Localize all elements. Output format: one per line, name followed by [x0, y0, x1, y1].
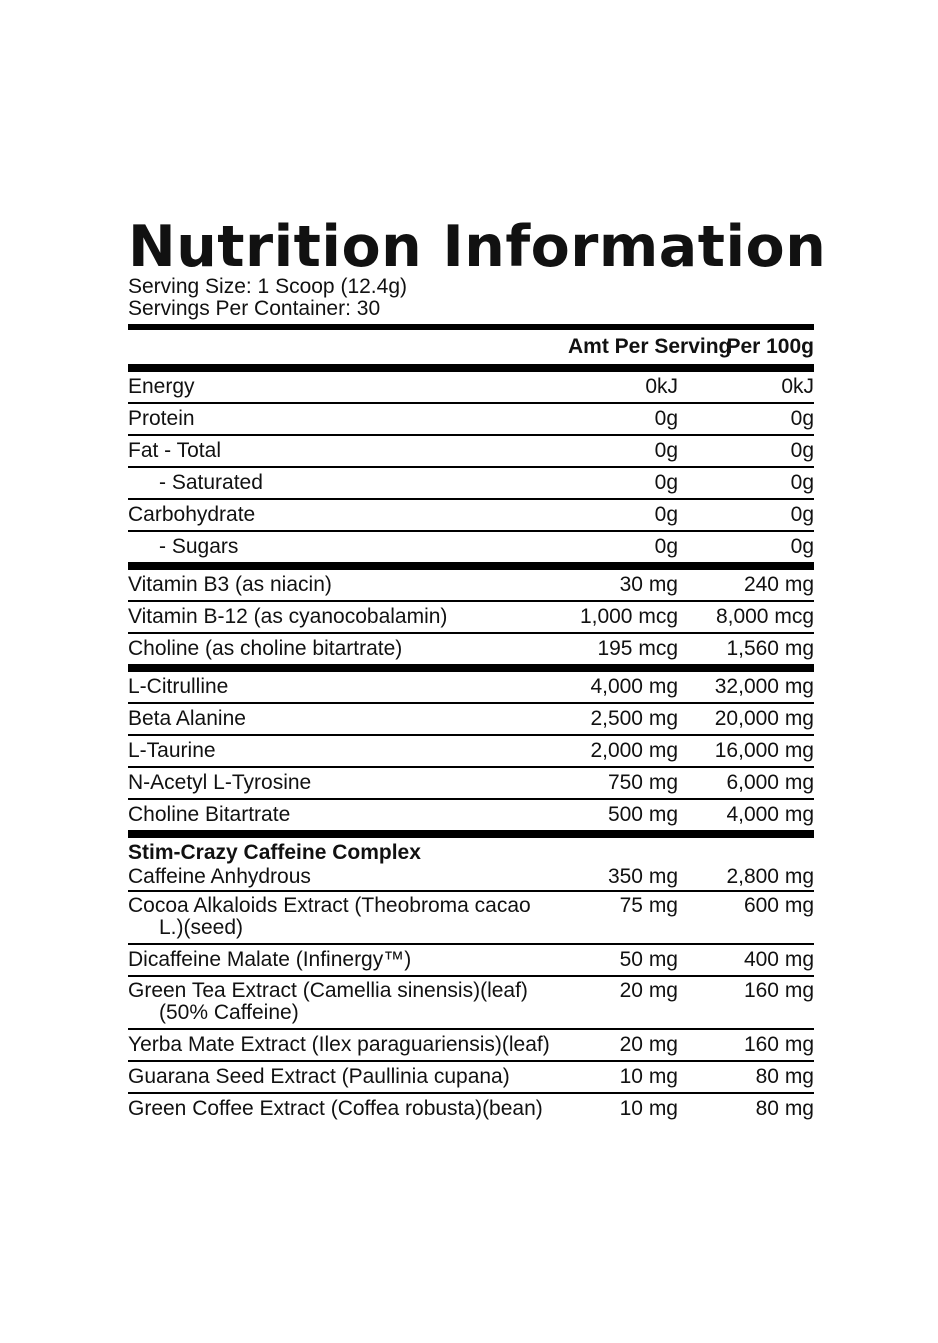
serving-size: Serving Size: 1 Scoop (12.4g) — [128, 275, 407, 298]
row-per-serving: 2,000 mg — [590, 739, 678, 762]
page-title: Nutrition Information — [128, 214, 827, 280]
row-per-serving: 0g — [654, 471, 678, 494]
row-per-100g: 160 mg — [743, 979, 814, 1002]
row-name: Dicaffeine Malate (Infinergy™) — [128, 948, 412, 971]
row-per-serving: 0kJ — [645, 375, 678, 398]
row-per-100g: 0kJ — [781, 375, 814, 398]
row-name: Vitamin B-12 (as cyanocobalamin) — [128, 605, 448, 628]
row-per-serving: 750 mg — [607, 771, 678, 794]
row-name: Energy — [128, 375, 195, 398]
row-per-serving: 20 mg — [619, 979, 678, 1002]
table-row — [128, 570, 814, 602]
row-per-serving: 2,500 mg — [590, 707, 678, 730]
row-per-100g: 16,000 mg — [714, 739, 814, 762]
row-name: Fat - Total — [128, 439, 221, 462]
row-per-100g: 2,800 mg — [726, 865, 814, 888]
row-per-serving: 10 mg — [619, 1065, 678, 1088]
row-per-100g: 0g — [790, 471, 814, 494]
servings-per-container: Servings Per Container: 30 — [128, 297, 381, 320]
row-name: N-Acetyl L-Tyrosine — [128, 771, 312, 794]
table-header — [128, 330, 814, 372]
row-name-multiline — [128, 895, 568, 939]
row-name-continued: (50% Caffeine) — [159, 1001, 299, 1024]
table-row — [128, 864, 814, 892]
row-per-serving: 20 mg — [619, 1033, 678, 1056]
row-name: Green Tea Extract (Camellia sinensis)(leaf) — [128, 979, 528, 1002]
row-per-serving: 50 mg — [619, 948, 678, 971]
row-name: Caffeine Anhydrous — [128, 865, 311, 888]
table-row — [128, 800, 814, 838]
table-row — [128, 468, 814, 500]
row-per-100g: 1,560 mg — [726, 637, 814, 660]
row-name: Vitamin B3 (as niacin) — [128, 573, 332, 596]
table-row — [128, 1094, 814, 1124]
row-per-100g: 0g — [790, 439, 814, 462]
row-per-serving: 0g — [654, 407, 678, 430]
table-row — [128, 704, 814, 736]
nutrition-panel — [128, 214, 827, 1124]
row-per-serving: 350 mg — [607, 865, 678, 888]
row-per-100g: 80 mg — [755, 1097, 814, 1120]
table-row — [128, 768, 814, 800]
row-per-serving: 0g — [654, 535, 678, 558]
table-row — [128, 736, 814, 768]
table-row — [128, 672, 814, 704]
row-name: Green Coffee Extract (Coffea robusta)(bean) — [128, 1097, 543, 1120]
table-row — [128, 1030, 814, 1062]
row-per-serving: 4,000 mg — [590, 675, 678, 698]
table-row — [128, 1062, 814, 1094]
row-per-100g: 6,000 mg — [726, 771, 814, 794]
row-name: Protein — [128, 407, 195, 430]
row-per-100g: 80 mg — [755, 1065, 814, 1088]
row-name: Beta Alanine — [128, 707, 246, 730]
header-per-100g: Per 100g — [726, 335, 814, 358]
row-name-continued: L.)(seed) — [159, 916, 244, 939]
row-per-100g: 240 mg — [743, 573, 814, 596]
row-per-100g: 600 mg — [743, 894, 814, 917]
row-name: Guarana Seed Extract (Paullinia cupana) — [128, 1065, 510, 1088]
row-per-serving: 195 mcg — [597, 637, 678, 660]
table-row — [128, 977, 814, 1030]
row-per-serving: 10 mg — [619, 1097, 678, 1120]
row-per-100g: 32,000 mg — [714, 675, 814, 698]
nutrition-table — [128, 324, 814, 1124]
row-name-multiline — [128, 980, 568, 1024]
row-name: Cocoa Alkaloids Extract (Theobroma cacao — [128, 894, 531, 917]
row-per-100g: 0g — [790, 407, 814, 430]
row-per-serving: 75 mg — [619, 894, 678, 917]
row-per-serving: 0g — [654, 439, 678, 462]
table-row — [128, 532, 814, 570]
table-row — [128, 945, 814, 977]
table-row — [128, 372, 814, 404]
row-per-100g: 8,000 mcg — [715, 605, 814, 628]
row-name: Yerba Mate Extract (Ilex paraguariensis)(leaf) — [128, 1033, 550, 1056]
row-name: Choline (as choline bitartrate) — [128, 637, 403, 660]
table-row — [128, 404, 814, 436]
row-name: - Saturated — [159, 471, 263, 494]
caffeine-complex-section — [128, 838, 814, 892]
row-name: L-Taurine — [128, 739, 216, 762]
row-per-serving: 1,000 mcg — [579, 605, 678, 628]
row-per-100g: 400 mg — [743, 948, 814, 971]
row-per-100g: 4,000 mg — [726, 803, 814, 826]
table-row — [128, 602, 814, 634]
row-per-100g: 0g — [790, 503, 814, 526]
complex-title: Stim-Crazy Caffeine Complex — [128, 841, 421, 864]
table-row — [128, 892, 814, 945]
table-row — [128, 500, 814, 532]
row-per-serving: 0g — [654, 503, 678, 526]
row-per-serving: 500 mg — [607, 803, 678, 826]
row-name: Carbohydrate — [128, 503, 256, 526]
row-per-serving: 30 mg — [619, 573, 678, 596]
row-per-100g: 160 mg — [743, 1033, 814, 1056]
table-row — [128, 634, 814, 672]
row-per-100g: 0g — [790, 535, 814, 558]
header-per-serving: Amt Per Serving — [568, 335, 732, 358]
row-name: Choline Bitartrate — [128, 803, 291, 826]
row-per-100g: 20,000 mg — [714, 707, 814, 730]
row-name: - Sugars — [159, 535, 239, 558]
table-row — [128, 436, 814, 468]
row-name: L-Citrulline — [128, 675, 229, 698]
